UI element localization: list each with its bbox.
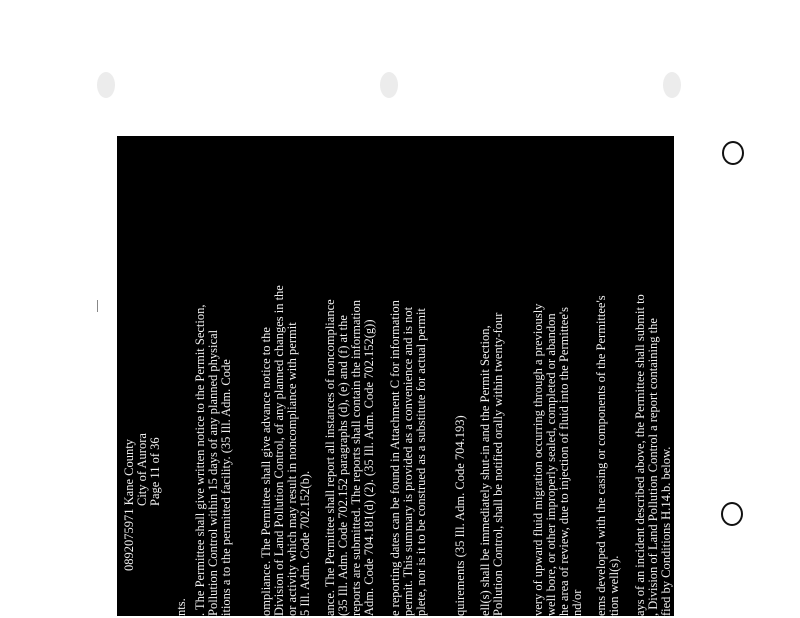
body-line: 5 Ill. Adm. Code 702.152(b). bbox=[298, 470, 312, 616]
body-line: ays of an incident described above, the Permittee shall submit to bbox=[633, 294, 647, 616]
body-line: tion well(s). bbox=[607, 555, 621, 616]
punch-hole-2 bbox=[380, 72, 398, 98]
rotated-page-content bbox=[117, 136, 674, 616]
body-line: Division of Land Pollution Control, of any planned changes in the bbox=[272, 285, 286, 616]
body-line: quirements (35 Ill. Adm. Code 704.193) bbox=[453, 415, 467, 616]
body-line: nts. bbox=[174, 598, 188, 616]
body-line: ance. The Permittee shall report all instances of noncompliance bbox=[323, 299, 337, 616]
body-line: he area of review, due to injection of fluid into the Permittee's bbox=[557, 307, 571, 616]
body-line: Pollution Control, shall be notified orally within twenty-four bbox=[491, 312, 505, 616]
body-line: or activity which may result in noncompliance with permit bbox=[285, 322, 299, 616]
body-line: ell(s) shall be immediately shut-in and the Permit Section, bbox=[478, 325, 492, 616]
body-line: ems developed with the casing or components of the Permittee's bbox=[594, 295, 608, 616]
header-page-line: Page 11 of 36 bbox=[148, 437, 162, 506]
punch-hole-3 bbox=[663, 72, 681, 98]
body-line: nd/or bbox=[570, 589, 584, 616]
body-line: permit. This summary is provided as a convenience and is not bbox=[401, 306, 415, 616]
body-line: very of upward fluid migration occurring through a previously bbox=[531, 303, 545, 616]
binder-ring-top bbox=[722, 141, 744, 165]
body-line: ompliance. The Permittee shall give advance notice to the bbox=[259, 327, 273, 616]
body-line: Adm. Code 704.181(d) (2). (35 Ill. Adm. Code 702.152(g)) bbox=[362, 319, 376, 616]
body-line: (35 Ill. Adm. Code 702.152 paragraphs (d), (e) and (f) at the bbox=[336, 315, 350, 616]
body-line: well bore, or other improperly sealed, completed or abandon bbox=[544, 313, 558, 616]
header-permit-line: 0892075971 Kane County bbox=[122, 439, 136, 571]
body-line: plete, nor is it to be construed as a substitute for actual permit bbox=[414, 308, 428, 616]
body-line: Pollution Control within 15 days of any planned physical bbox=[206, 329, 220, 616]
punch-hole-1 bbox=[97, 72, 115, 98]
binder-ring-bottom bbox=[721, 502, 743, 526]
scan-mark bbox=[97, 300, 98, 312]
body-line: reports are submitted. The reports shall contain the information bbox=[349, 299, 363, 616]
header-city-line: City of Aurora bbox=[135, 433, 149, 506]
body-line: e reporting dates can be found in Attachment C for information bbox=[388, 300, 402, 616]
body-line: . The Permittee shall give written notice to the Permit Section, bbox=[193, 304, 207, 616]
body-line: , Division of Land Pollution Control a report containing the bbox=[646, 318, 660, 616]
scanned-page bbox=[117, 136, 674, 616]
body-line: itions a to the permitted facility. (35 Ill. Adm. Code bbox=[219, 359, 233, 616]
body-line: fied by Conditions H.14.b. below. bbox=[659, 446, 673, 616]
